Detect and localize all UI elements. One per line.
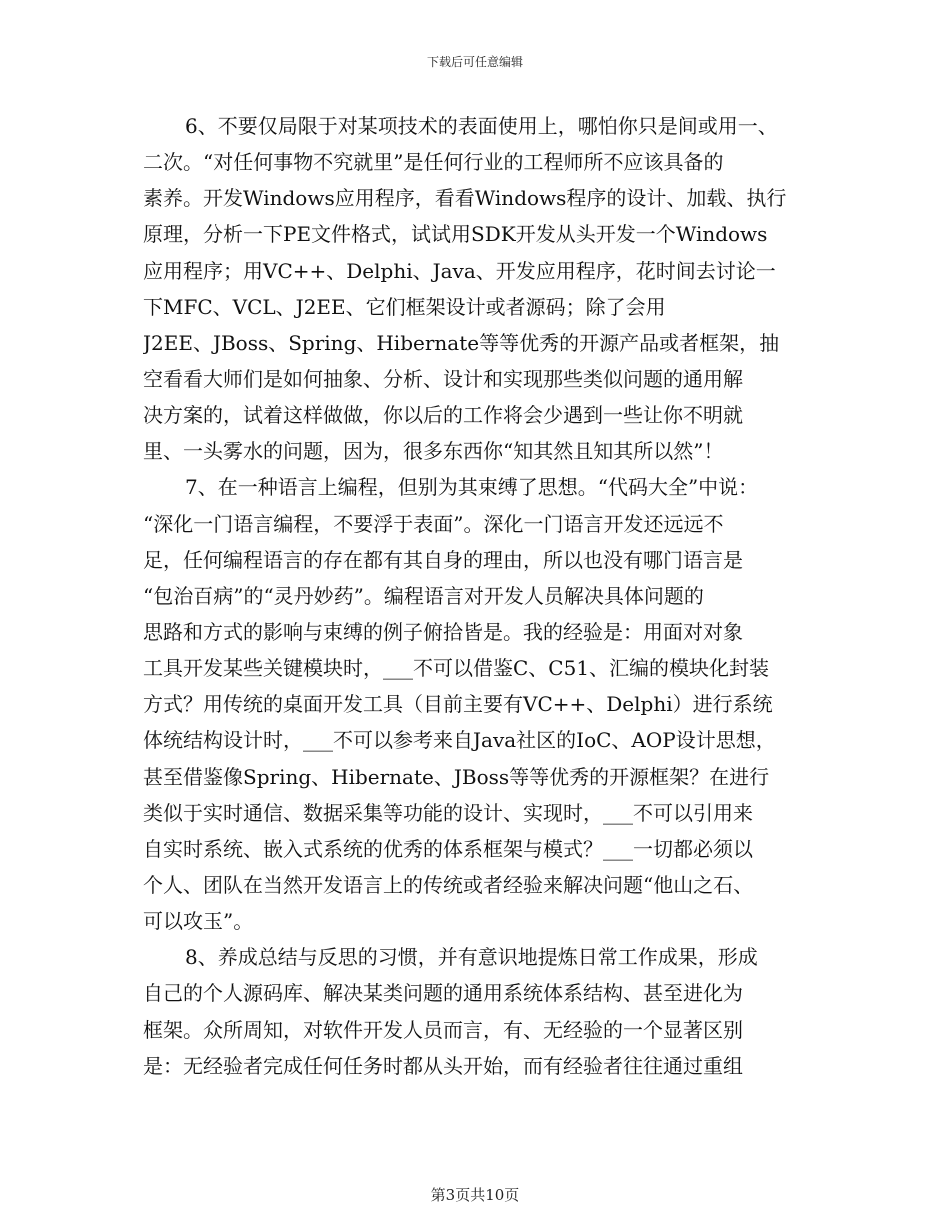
- text-line: 可以攻玉”。: [143, 909, 254, 934]
- document-body: [143, 108, 813, 1084]
- text-line: 思路和方式的影响与束缚的例子俯拾皆是。我的经验是：用面对对象: [143, 619, 743, 644]
- text-line: 自实时系统、嵌入式系统的优秀的体系框架与模式？___一切都必须以: [143, 836, 753, 861]
- page-number: 第3页共10页: [430, 1186, 520, 1204]
- text-line: “包治百病”的“灵丹妙药”。编程语言对开发人员解决具体问题的: [143, 583, 704, 608]
- text-line: 工具开发某些关键模块时，___不可以借鉴C、C51、汇编的模块化封装: [143, 656, 770, 681]
- text-line: 类似于实时通信、数据采集等功能的设计、实现时，___不可以引用来: [143, 800, 753, 825]
- text-line: 决方案的，试着这样做做，你以后的工作将会少遇到一些让你不明就: [143, 403, 743, 428]
- text-line: 空看看大师们是如何抽象、分析、设计和实现那些类似问题的通用解: [143, 366, 743, 391]
- text-line: 应用程序；用VC++、Delphi、Java、开发应用程序，花时间去讨论一: [143, 258, 776, 283]
- text-line: 方式？用传统的桌面开发工具（目前主要有VC++、Delphi）进行系统: [143, 692, 773, 717]
- text-line: 里、一头雾水的问题，因为，很多东西你“知其然且知其所以然”！: [143, 439, 724, 464]
- text-line: 二次。“对任何事物不究就里”是任何行业的工程师所不应该具备的: [143, 150, 724, 175]
- text-line: 甚至借鉴像Spring、Hibernate、JBoss等等优秀的开源框架？在进行: [143, 764, 770, 789]
- text-line: J2EE、JBoss、Spring、Hibernate等等优秀的开源产品或者框架，抽: [143, 330, 780, 355]
- paragraph-8: [143, 939, 813, 1084]
- text-line: 自己的个人源码库、解决某类问题的通用系统体系结构、甚至进化为: [143, 981, 743, 1006]
- page-header: 下载后可任意编辑: [426, 55, 523, 69]
- text-line: 下MFC、VCL、J2EE、它们框架设计或者源码；除了会用: [143, 294, 666, 319]
- text-line: 足，任何编程语言的存在都有其自身的理由，所以也没有哪门语言是: [143, 547, 743, 572]
- paragraph-7: [143, 469, 813, 939]
- text-line: 体统结构设计时，___不可以参考来自Java社区的IoC、AOP设计思想，: [143, 728, 776, 753]
- text-line: “深化一门语言编程，不要浮于表面”。深化一门语言开发还远远不: [143, 511, 724, 536]
- text-line: 8、养成总结与反思的习惯，并有意识地提炼日常工作成果，形成: [185, 945, 758, 970]
- paragraph-6: [143, 108, 813, 469]
- text-line: 7、在一种语言上编程，但别为其束缚了思想。“代码大全”中说：: [185, 475, 759, 500]
- text-line: 6、不要仅局限于对某项技术的表面使用上，哪怕你只是间或用一、: [185, 114, 778, 138]
- text-line: 原理，分析一下PE文件格式，试试用SDK开发从头开发一个Windows: [143, 222, 768, 247]
- text-line: 素养。开发Windows应用程序，看看Windows程序的设计、加载、执行: [143, 186, 787, 211]
- text-line: 框架。众所周知，对软件开发人员而言，有、无经验的一个显著区别: [143, 1017, 743, 1042]
- text-line: 个人、团队在当然开发语言上的传统或者经验来解决问题“他山之石、: [143, 872, 754, 897]
- text-line: 是：无经验者完成任何任务时都从头开始，而有经验者往往通过重组: [143, 1053, 743, 1078]
